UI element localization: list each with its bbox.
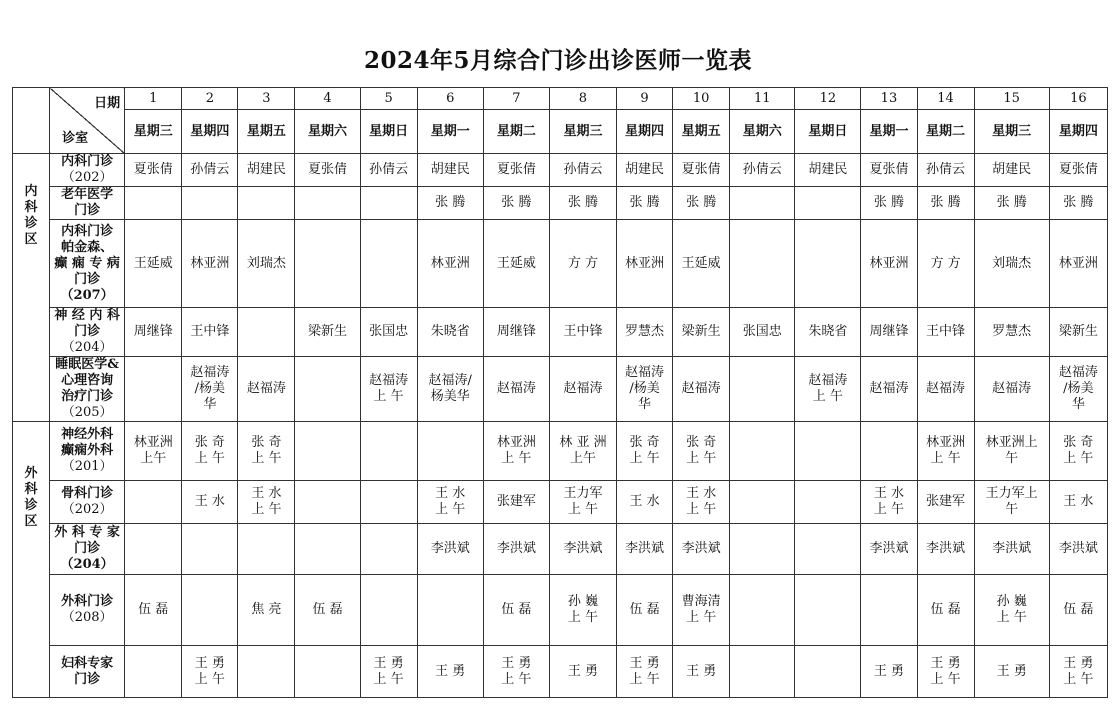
doctor-cell xyxy=(861,575,917,646)
doctor-cell: 赵福涛 xyxy=(974,357,1049,422)
doctor-cell: 林亚洲 xyxy=(617,220,673,308)
day-number-cell: 15 xyxy=(974,88,1049,110)
doctor-cell: 王 水 xyxy=(1049,481,1107,524)
weekday-cell: 星期一 xyxy=(417,110,483,154)
doctor-cell xyxy=(360,422,417,481)
doctor-cell: 李洪斌 xyxy=(861,524,917,575)
doctor-cell: 张建军 xyxy=(917,481,974,524)
department-name: 睡眠医学& 心理咨询 治疗门诊 xyxy=(55,357,119,404)
doctor-cell: 夏张倩 xyxy=(125,154,182,187)
dept-label: 诊室 xyxy=(62,131,89,146)
doctor-cell: 李洪斌 xyxy=(673,524,730,575)
doctor-cell: 伍 磊 xyxy=(483,575,549,646)
department-cell xyxy=(50,154,125,187)
doctor-cell: 夏张倩 xyxy=(673,154,730,187)
doctor-cell: 梁新生 xyxy=(673,308,730,357)
table-row xyxy=(13,481,1108,524)
day-number-cell: 14 xyxy=(917,88,974,110)
doctor-cell: 王 水 上 午 xyxy=(238,481,295,524)
weekday-cell: 星期四 xyxy=(617,110,673,154)
doctor-cell: 周继锋 xyxy=(483,308,549,357)
doctor-cell xyxy=(417,575,483,646)
department-name: 内科门诊 xyxy=(61,154,114,169)
doctor-cell: 张 腾 xyxy=(1049,187,1107,220)
doctor-cell: 方 方 xyxy=(549,220,616,308)
department-cell xyxy=(50,575,125,646)
doctor-cell: 梁新生 xyxy=(1049,308,1107,357)
department-name: 内科门诊 帕金森、 癫 痫 专 病 门诊（207） xyxy=(54,223,120,303)
weekday-cell: 星期二 xyxy=(483,110,549,154)
day-number-cell: 13 xyxy=(861,88,917,110)
day-number-cell: 5 xyxy=(360,88,417,110)
doctor-cell: 张 奇 上 午 xyxy=(238,422,295,481)
doctor-cell: 王中锋 xyxy=(182,308,238,357)
doctor-cell: 张 奇 上 午 xyxy=(182,422,238,481)
table-row xyxy=(13,308,1108,357)
department-cell xyxy=(50,187,125,220)
weekday-cell: 星期六 xyxy=(730,110,795,154)
doctor-cell: 李洪斌 xyxy=(917,524,974,575)
doctor-cell: 胡建民 xyxy=(795,154,861,187)
doctor-cell: 李洪斌 xyxy=(417,524,483,575)
doctor-cell: 王中锋 xyxy=(917,308,974,357)
doctor-cell: 林亚洲 xyxy=(182,220,238,308)
weekday-cell: 星期五 xyxy=(673,110,730,154)
doctor-cell: 胡建民 xyxy=(238,154,295,187)
doctor-cell: 李洪斌 xyxy=(483,524,549,575)
zone-internal-cell: 内 科 诊 区 xyxy=(13,154,50,422)
doctor-cell: 王 勇 上 午 xyxy=(360,646,417,698)
doctor-cell: 林亚洲 上 午 xyxy=(917,422,974,481)
doctor-cell xyxy=(795,646,861,698)
doctor-cell: 孙 巍 上 午 xyxy=(974,575,1049,646)
day-number-cell: 12 xyxy=(795,88,861,110)
table-row xyxy=(13,187,1108,220)
doctor-cell: 李洪斌 xyxy=(617,524,673,575)
weekday-cell: 星期日 xyxy=(795,110,861,154)
doctor-cell xyxy=(730,220,795,308)
department-code: （202） xyxy=(61,502,113,517)
doctor-cell: 王 勇 上 午 xyxy=(617,646,673,698)
doctor-cell xyxy=(295,220,360,308)
doctor-cell: 赵福涛 xyxy=(549,357,616,422)
weekday-cell: 星期四 xyxy=(182,110,238,154)
doctor-cell: 王 勇 上 午 xyxy=(1049,646,1107,698)
doctor-cell xyxy=(125,524,182,575)
weekday-cell: 星期五 xyxy=(238,110,295,154)
doctor-cell: 赵福涛 xyxy=(917,357,974,422)
doctor-cell: 林亚洲 上午 xyxy=(125,422,182,481)
doctor-cell xyxy=(238,187,295,220)
doctor-cell: 伍 磊 xyxy=(617,575,673,646)
doctor-cell xyxy=(360,481,417,524)
doctor-cell xyxy=(238,646,295,698)
table-row xyxy=(13,357,1108,422)
doctor-cell: 王中锋 xyxy=(549,308,616,357)
doctor-cell: 王 勇 xyxy=(861,646,917,698)
doctor-cell: 林亚洲 xyxy=(1049,220,1107,308)
doctor-cell: 胡建民 xyxy=(417,154,483,187)
doctor-cell: 孙 巍 上 午 xyxy=(549,575,616,646)
table-row xyxy=(13,422,1108,481)
doctor-cell xyxy=(182,187,238,220)
department-cell xyxy=(50,524,125,575)
doctor-cell: 王 水 上 午 xyxy=(417,481,483,524)
day-number-cell: 1 xyxy=(125,88,182,110)
doctor-cell xyxy=(730,575,795,646)
doctor-cell: 伍 磊 xyxy=(917,575,974,646)
doctor-cell: 胡建民 xyxy=(617,154,673,187)
doctor-cell xyxy=(238,308,295,357)
doctor-cell: 赵福涛 xyxy=(861,357,917,422)
doctor-cell: 林亚洲 上 午 xyxy=(483,422,549,481)
doctor-cell: 张建军 xyxy=(483,481,549,524)
doctor-cell: 赵福涛 /杨美 华 xyxy=(182,357,238,422)
weekday-cell: 星期三 xyxy=(549,110,616,154)
day-number-cell: 3 xyxy=(238,88,295,110)
day-number-cell: 11 xyxy=(730,88,795,110)
doctor-cell: 李洪斌 xyxy=(549,524,616,575)
day-number-cell: 10 xyxy=(673,88,730,110)
doctor-cell: 曹海清 上 午 xyxy=(673,575,730,646)
doctor-cell xyxy=(795,575,861,646)
doctor-cell xyxy=(417,422,483,481)
doctor-cell: 孙倩云 xyxy=(549,154,616,187)
doctor-cell xyxy=(182,524,238,575)
doctor-cell: 张 奇 上 午 xyxy=(1049,422,1107,481)
doctor-cell: 周继锋 xyxy=(861,308,917,357)
doctor-cell: 张国忠 xyxy=(730,308,795,357)
table-row xyxy=(13,220,1108,308)
doctor-cell: 夏张倩 xyxy=(1049,154,1107,187)
department-name: 骨科门诊 xyxy=(61,486,114,501)
day-number-cell: 6 xyxy=(417,88,483,110)
doctor-cell xyxy=(360,575,417,646)
weekday-cell: 星期日 xyxy=(360,110,417,154)
doctor-cell xyxy=(295,646,360,698)
table-row xyxy=(13,154,1108,187)
table-row xyxy=(13,575,1108,646)
department-code: （204） xyxy=(61,340,113,355)
doctor-cell xyxy=(360,220,417,308)
department-cell xyxy=(50,481,125,524)
doctor-cell: 王 勇 xyxy=(974,646,1049,698)
department-code: （201） xyxy=(61,459,113,474)
diagonal-header-cell xyxy=(50,88,125,154)
doctor-cell: 胡建民 xyxy=(974,154,1049,187)
department-name: 外 科 专 家 门诊（204） xyxy=(54,525,120,572)
doctor-cell: 王 勇 上 午 xyxy=(182,646,238,698)
doctor-cell: 王 勇 xyxy=(417,646,483,698)
doctor-cell: 张 奇 上 午 xyxy=(617,422,673,481)
doctor-cell: 孙倩云 xyxy=(360,154,417,187)
doctor-cell: 王力军 上 午 xyxy=(549,481,616,524)
doctor-cell: 王延威 xyxy=(673,220,730,308)
doctor-cell xyxy=(730,357,795,422)
doctor-cell xyxy=(730,187,795,220)
doctor-cell: 孙倩云 xyxy=(182,154,238,187)
doctor-cell: 赵福涛 上 午 xyxy=(795,357,861,422)
doctor-cell xyxy=(295,187,360,220)
doctor-cell xyxy=(795,220,861,308)
doctor-cell: 伍 磊 xyxy=(1049,575,1107,646)
doctor-cell: 赵福涛 上 午 xyxy=(360,357,417,422)
department-code: （205） xyxy=(61,405,113,420)
doctor-cell: 王 水 上 午 xyxy=(861,481,917,524)
department-name: 外科门诊 xyxy=(61,594,114,609)
doctor-cell: 赵福涛 /杨美 华 xyxy=(1049,357,1107,422)
weekday-cell: 星期二 xyxy=(917,110,974,154)
doctor-cell xyxy=(295,524,360,575)
date-label: 日期 xyxy=(94,96,121,111)
doctor-cell: 孙倩云 xyxy=(730,154,795,187)
doctor-cell: 赵福涛 xyxy=(483,357,549,422)
department-name: 妇科专家 门诊 xyxy=(61,655,114,687)
weekday-cell: 星期三 xyxy=(974,110,1049,154)
doctor-cell xyxy=(360,524,417,575)
weekday-cell: 星期一 xyxy=(861,110,917,154)
zone-surgical-cell: 外 科 诊 区 xyxy=(13,422,50,698)
doctor-cell: 张国忠 xyxy=(360,308,417,357)
doctor-cell: 张 腾 xyxy=(673,187,730,220)
doctor-cell: 李洪斌 xyxy=(974,524,1049,575)
doctor-cell xyxy=(730,524,795,575)
schedule-table xyxy=(12,87,1108,698)
doctor-cell xyxy=(125,357,182,422)
doctor-cell xyxy=(125,481,182,524)
table-row xyxy=(13,646,1108,698)
department-cell xyxy=(50,220,125,308)
doctor-cell xyxy=(795,524,861,575)
doctor-cell: 王 水 xyxy=(617,481,673,524)
doctor-cell: 张 腾 xyxy=(861,187,917,220)
doctor-cell: 周继锋 xyxy=(125,308,182,357)
doctor-cell xyxy=(730,646,795,698)
day-number-cell: 7 xyxy=(483,88,549,110)
doctor-cell xyxy=(730,422,795,481)
doctor-cell xyxy=(295,357,360,422)
department-code: （202） xyxy=(61,170,113,185)
department-cell xyxy=(50,308,125,357)
doctor-cell: 张 腾 xyxy=(974,187,1049,220)
doctor-cell: 罗慧杰 xyxy=(974,308,1049,357)
doctor-cell: 林亚洲 xyxy=(861,220,917,308)
department-name: 神经外科 癫痫外科 xyxy=(61,427,114,458)
doctor-cell xyxy=(295,422,360,481)
doctor-cell: 王 水 上 午 xyxy=(673,481,730,524)
doctor-cell: 王延威 xyxy=(483,220,549,308)
doctor-cell: 王 水 xyxy=(182,481,238,524)
doctor-cell: 梁新生 xyxy=(295,308,360,357)
doctor-cell: 林 亚 洲 上午 xyxy=(549,422,616,481)
doctor-cell: 焦 亮 xyxy=(238,575,295,646)
department-code: （208） xyxy=(61,610,113,625)
doctor-cell: 夏张倩 xyxy=(861,154,917,187)
doctor-cell xyxy=(360,187,417,220)
doctor-cell: 朱晓省 xyxy=(417,308,483,357)
doctor-cell: 林亚洲 xyxy=(417,220,483,308)
doctor-cell: 王 勇 上 午 xyxy=(917,646,974,698)
doctor-cell: 孙倩云 xyxy=(917,154,974,187)
day-number-cell: 4 xyxy=(295,88,360,110)
doctor-cell: 张 腾 xyxy=(917,187,974,220)
doctor-cell: 王 勇 上 午 xyxy=(483,646,549,698)
doctor-cell xyxy=(861,422,917,481)
doctor-cell xyxy=(295,481,360,524)
doctor-cell: 王 勇 xyxy=(549,646,616,698)
doctor-cell: 张 腾 xyxy=(417,187,483,220)
doctor-cell: 张 腾 xyxy=(549,187,616,220)
weekday-cell: 星期三 xyxy=(125,110,182,154)
doctor-cell xyxy=(795,187,861,220)
doctor-cell xyxy=(182,575,238,646)
doctor-cell: 刘瑞杰 xyxy=(974,220,1049,308)
doctor-cell xyxy=(730,481,795,524)
department-name: 老年医学 门诊 xyxy=(61,187,114,218)
doctor-cell: 赵福涛 xyxy=(238,357,295,422)
doctor-cell: 夏张倩 xyxy=(483,154,549,187)
doctor-cell: 罗慧杰 xyxy=(617,308,673,357)
doctor-cell: 赵福涛/ 杨美华 xyxy=(417,357,483,422)
page-title: 2024年5月综合门诊出诊医师一览表 xyxy=(363,47,753,74)
weekday-cell: 星期六 xyxy=(295,110,360,154)
doctor-cell: 张 奇 上 午 xyxy=(673,422,730,481)
day-number-cell: 9 xyxy=(617,88,673,110)
doctor-cell: 王延威 xyxy=(125,220,182,308)
doctor-cell xyxy=(125,646,182,698)
department-cell xyxy=(50,422,125,481)
doctor-cell: 伍 磊 xyxy=(125,575,182,646)
day-number-cell: 8 xyxy=(549,88,616,110)
doctor-cell: 林亚洲上 午 xyxy=(974,422,1049,481)
department-name: 神 经 内 科 门诊 xyxy=(54,308,120,339)
doctor-cell: 张 腾 xyxy=(617,187,673,220)
doctor-cell: 王力军上 午 xyxy=(974,481,1049,524)
doctor-cell: 张 腾 xyxy=(483,187,549,220)
doctor-cell: 朱晓省 xyxy=(795,308,861,357)
doctor-cell: 王 勇 xyxy=(673,646,730,698)
doctor-cell: 赵福涛 /杨美 华 xyxy=(617,357,673,422)
doctor-cell: 伍 磊 xyxy=(295,575,360,646)
corner-blank-cell xyxy=(13,88,50,154)
doctor-cell xyxy=(795,481,861,524)
weekday-cell: 星期四 xyxy=(1049,110,1107,154)
doctor-cell xyxy=(795,422,861,481)
doctor-cell: 李洪斌 xyxy=(1049,524,1107,575)
doctor-cell: 刘瑞杰 xyxy=(238,220,295,308)
doctor-cell xyxy=(238,524,295,575)
department-cell xyxy=(50,646,125,698)
table-row xyxy=(13,524,1108,575)
doctor-cell: 赵福涛 xyxy=(673,357,730,422)
doctor-cell: 夏张倩 xyxy=(295,154,360,187)
doctor-cell xyxy=(125,187,182,220)
doctor-cell: 方 方 xyxy=(917,220,974,308)
day-number-cell: 2 xyxy=(182,88,238,110)
day-number-cell: 16 xyxy=(1049,88,1107,110)
department-cell xyxy=(50,357,125,422)
